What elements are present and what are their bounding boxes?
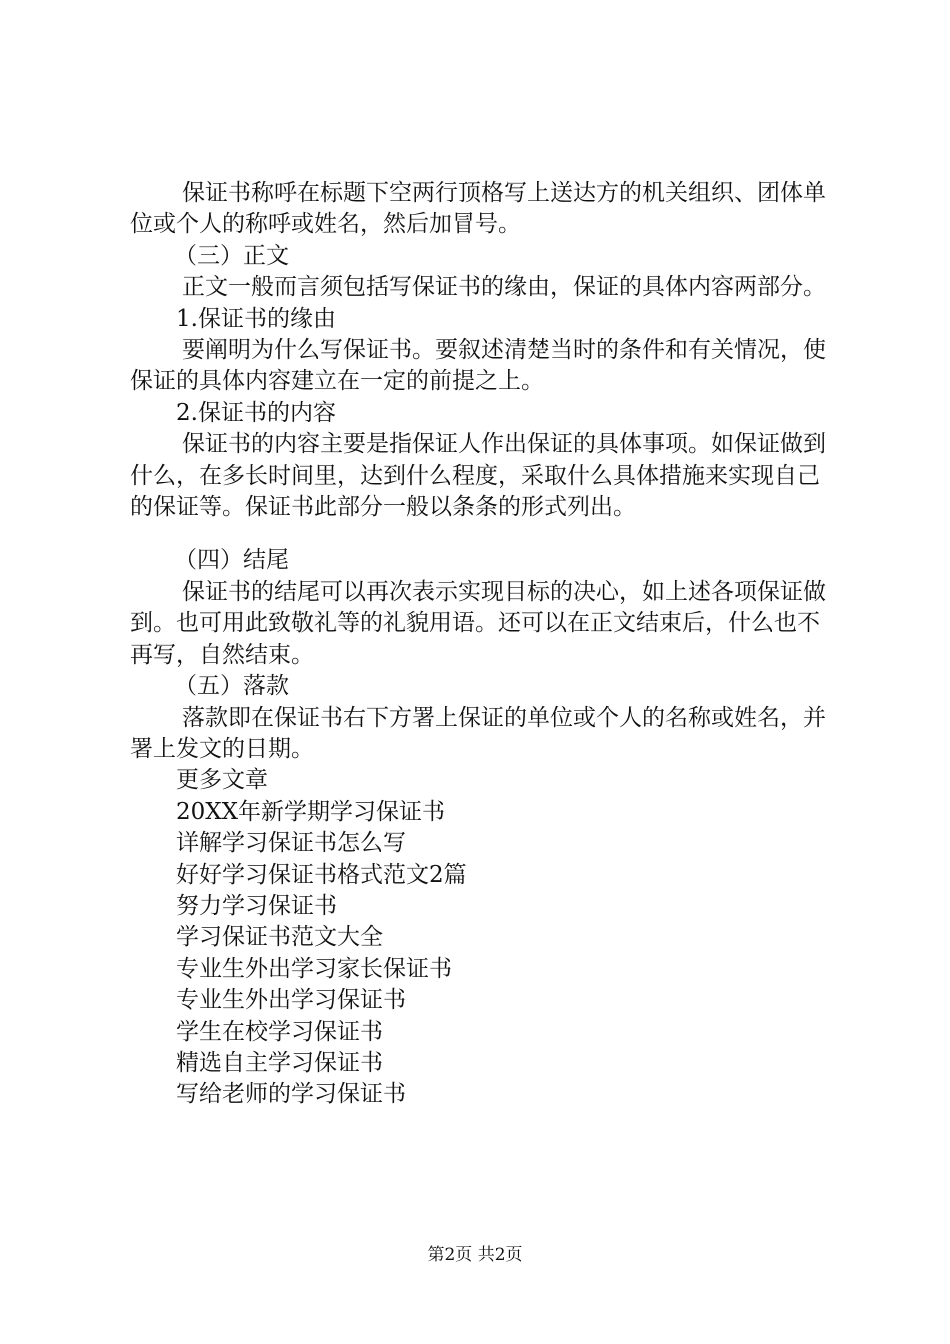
section-4-title: （四）结尾: [174, 547, 289, 574]
document-body: [130, 178, 840, 1111]
more-article-link[interactable]: 专业生外出学习家长保证书: [176, 955, 452, 982]
more-article-link[interactable]: 努力学习保证书: [176, 892, 337, 919]
more-article-link[interactable]: 详解学习保证书怎么写: [176, 830, 406, 857]
paragraph-gap: [130, 523, 840, 545]
more-article-link[interactable]: 学习保证书范文大全: [176, 924, 383, 951]
more-article-link[interactable]: 20XX年新学期学习保证书: [176, 798, 446, 825]
section-5-body: 落款即在保证书右下方署上保证的单位或个人的名称或姓名，并署上发文的日期。: [130, 704, 826, 762]
more-article-link[interactable]: 精选自主学习保证书: [176, 1049, 383, 1076]
section-3-title: （三）正文: [174, 242, 289, 269]
salutation-paragraph: 保证书称呼在标题下空两行顶格写上送达方的机关组织、团体单位或个人的称呼或姓名，然后加冒号。: [130, 180, 826, 238]
subsection-2-title: 2.保证书的内容: [176, 399, 336, 426]
subsection-1-body: 要阐明为什么写保证书。要叙述清楚当时的条件和有关情况，使保证的具体内容建立在一定的前提之上。: [130, 337, 826, 395]
section-3-body: 正文一般而言须包括写保证书的缘由，保证的具体内容两部分。: [182, 274, 826, 301]
page-footer: 第2页 共2页: [427, 1245, 523, 1265]
subsection-2-body: 保证书的内容主要是指保证人作出保证的具体事项。如保证做到什么，在多长时间里，达到什么程度，采取什么具体措施来实现自己的保证等。保证书此部分一般以条条的形式列出。: [130, 431, 826, 521]
more-article-link[interactable]: 好好学习保证书格式范文2篇: [176, 861, 467, 888]
more-articles-title: 更多文章: [176, 767, 268, 794]
more-article-link[interactable]: 写给老师的学习保证书: [176, 1081, 406, 1108]
subsection-1-title: 1.保证书的缘由: [176, 305, 336, 332]
section-5-title: （五）落款: [174, 673, 289, 700]
more-article-link[interactable]: 学生在校学习保证书: [176, 1018, 383, 1045]
section-4-body: 保证书的结尾可以再次表示实现目标的决心，如上述各项保证做到。也可用此致敬礼等的礼貌用语。还可以在正文结束后，什么也不再写，自然结束。: [130, 578, 826, 668]
more-articles-list: [130, 797, 840, 1111]
more-article-link[interactable]: 专业生外出学习保证书: [176, 987, 406, 1014]
